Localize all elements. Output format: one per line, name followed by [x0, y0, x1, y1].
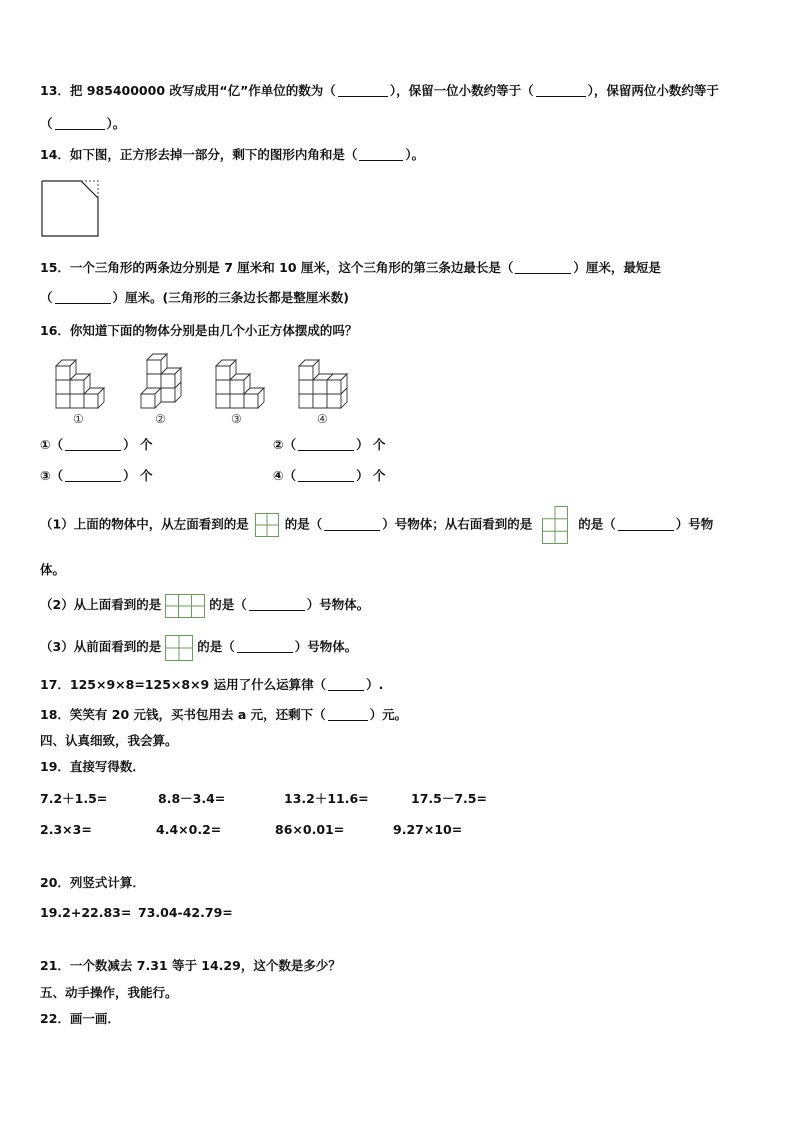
q13-blank-2[interactable]: [536, 84, 586, 97]
q14-blank[interactable]: [359, 148, 403, 161]
q19-item: 2.3×3=: [40, 822, 92, 837]
q19-item: 7.2＋1.5=: [40, 791, 108, 806]
answer-3-blank[interactable]: [65, 469, 121, 482]
q19-item: 17.5－7.5=: [411, 791, 487, 806]
answer-4-blank[interactable]: [298, 469, 354, 482]
q19-item: 4.4×0.2=: [156, 822, 222, 837]
q18-blank[interactable]: [328, 708, 368, 721]
q16-sub3: （3）从前面看到的是 的是（ ）号物体。: [40, 633, 357, 661]
q16-sub2: （2）从上面看到的是 的是（ ）号物体。: [40, 592, 369, 618]
q19-title: 19．直接写得数．: [40, 759, 145, 774]
q20-title: 20．列竖式计算．: [40, 875, 145, 890]
q15-blank-1[interactable]: [515, 261, 571, 274]
q15-blank-2[interactable]: [55, 291, 111, 304]
q22-text: 22．画一画．: [40, 1011, 120, 1026]
sub2-blank[interactable]: [249, 598, 305, 611]
answer-1-blank[interactable]: [65, 438, 121, 451]
figure-label-2: ②: [155, 412, 166, 426]
view-2x2-grid-icon: [165, 635, 193, 661]
q17-text: 17．125×9×8=125×8×9 运用了什么运算律（ ）.: [40, 677, 384, 692]
view-2x2-grid-icon: [255, 513, 279, 537]
q20-item: 19.2+22.83=: [40, 905, 132, 920]
q15-line1: 15．一个三角形的两条边分别是 7 厘米和 10 厘米，这个三角形的第三条边最长是（ ）厘米，最短是: [40, 260, 661, 275]
q19-item: 9.27×10=: [393, 822, 463, 837]
q15-line2: （ ）厘米。(三角形的三条边长都是整厘米数): [40, 290, 349, 305]
q17-blank[interactable]: [328, 678, 364, 691]
sub1-blank-1[interactable]: [324, 518, 380, 531]
q16-sub1-cont: 体。: [40, 562, 66, 577]
section-4-heading: 四、认真细致，我会算。: [40, 733, 178, 748]
q18-text: 18．笑笑有 20 元钱，买书包用去 a 元，还剩下（ ）元。: [40, 707, 408, 722]
q13-line1: 13．把 985400000 改写成用“亿”作单位的数为（ ），保留一位小数约等于（ ），保留两位小数约等于: [40, 83, 719, 98]
cube-figure-1: [52, 350, 110, 412]
q13-line2: （ ）。: [40, 116, 126, 131]
cube-figure-2: [137, 350, 195, 412]
q13-blank-3[interactable]: [55, 117, 105, 130]
view-3x2-grid-icon: [165, 594, 205, 618]
q13-blank-1[interactable]: [338, 84, 388, 97]
figure-label-1: ①: [73, 412, 84, 426]
answer-4: ④（ ） 个: [273, 468, 386, 483]
cut-square-figure: [41, 180, 101, 238]
sub1-blank-2[interactable]: [618, 518, 674, 531]
figure-label-3: ③: [231, 412, 242, 426]
q16-sub1: （1）上面的物体中，从左面看到的是 的是（ ）号物体；从右面看到的是 的是（ ）号物: [40, 506, 713, 544]
q16-title: 16．你知道下面的物体分别是由几个小正方体摆成的吗？: [40, 323, 358, 338]
q21-text: 21．一个数减去 7.31 等于 14.29，这个数是多少？: [40, 958, 341, 973]
figure-label-4: ④: [317, 412, 328, 426]
q19-item: 13.2＋11.6=: [284, 791, 369, 806]
q14-text: 14．如下图，正方形去掉一部分，剩下的图形内角和是（ ）。: [40, 147, 425, 162]
q20-item: 73.04-42.79=: [138, 905, 233, 920]
sub3-blank[interactable]: [237, 640, 293, 653]
answer-2: ②（ ） 个: [273, 437, 386, 452]
cube-figure-3: [212, 350, 270, 412]
q19-item: 8.8－3.4=: [158, 791, 226, 806]
section-5-heading: 五、动手操作，我能行。: [40, 985, 178, 1000]
view-2x3-grid-icon: [542, 506, 568, 544]
q19-item: 86×0.01=: [275, 822, 345, 837]
cube-figure-4: [295, 350, 355, 412]
answer-3: ③（ ） 个: [40, 468, 153, 483]
answer-1: ①（ ） 个: [40, 437, 153, 452]
answer-2-blank[interactable]: [298, 438, 354, 451]
